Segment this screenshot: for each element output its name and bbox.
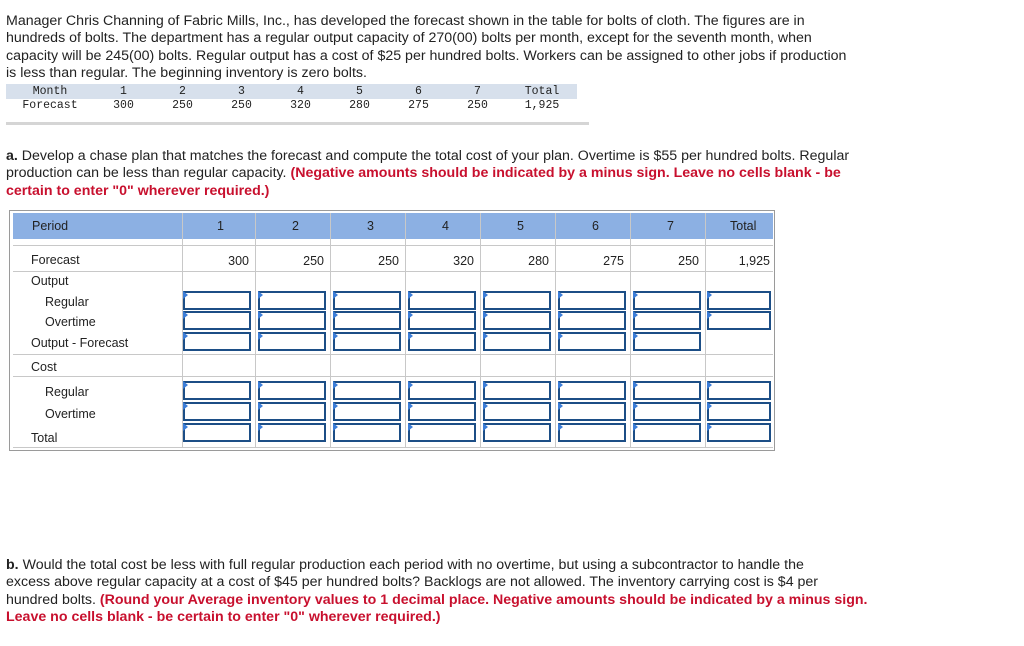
- regular-output-input[interactable]: [483, 291, 551, 310]
- month-cell: 7: [448, 84, 507, 99]
- regular-output-input[interactable]: [258, 291, 326, 310]
- total-cost-input[interactable]: [408, 423, 476, 442]
- overtime-output-input[interactable]: [258, 311, 326, 330]
- forecast-table-month-row: [6, 84, 577, 99]
- cell-marker-icon: [483, 402, 488, 410]
- forecast-table: [6, 84, 577, 113]
- section-divider: [6, 122, 589, 125]
- question-b-prefix: b.: [6, 557, 19, 573]
- forecast-total-value: 1,925: [738, 254, 770, 268]
- total-cost-input[interactable]: [333, 423, 401, 442]
- total-cost-input[interactable]: [183, 423, 251, 442]
- question-a-text: production can be less than regular capacity.: [6, 165, 287, 182]
- month-cell: 6: [389, 84, 448, 99]
- period-total-header: Total: [730, 219, 757, 233]
- period-number: 2: [292, 219, 299, 233]
- regular-output-input[interactable]: [558, 291, 626, 310]
- regular-cost-input[interactable]: [633, 381, 701, 400]
- cell-marker-icon: [558, 402, 563, 410]
- cell-marker-icon: [558, 311, 563, 319]
- intro-line: Manager Chris Channing of Fabric Mills, Inc., has developed the forecast shown in the table for bolts of cloth. The figures are in: [6, 13, 805, 29]
- month-cell: 1: [94, 84, 153, 99]
- output-minus-forecast-input[interactable]: [183, 332, 251, 351]
- intro-line: hundreds of bolts. The department has a regular output capacity of 270(00) bolts per month, except for the seventh month, when: [6, 30, 812, 47]
- intro-line: capacity will be 245(00) bolts. Regular output has a cost of $25 per hundred bolts. Workers can be assigned to other jobs if production: [6, 47, 847, 64]
- column-divider: [405, 213, 406, 447]
- question-a-prefix: a.: [6, 148, 18, 164]
- forecast-total-cell: 1,925: [524, 99, 560, 113]
- row-label-forecast: Forecast: [31, 253, 80, 267]
- forecast-cell: 250: [231, 99, 252, 113]
- cell-marker-icon: [633, 311, 638, 319]
- row-label-cost-regular: Regular: [45, 385, 89, 399]
- column-divider: [555, 213, 556, 447]
- forecast-cell: 300: [113, 99, 134, 113]
- month-cell: 5: [330, 84, 389, 99]
- overtime-cost-input[interactable]: [408, 402, 476, 421]
- row-label-output-minus-forecast: Output - Forecast: [31, 336, 129, 350]
- column-divider: [630, 213, 631, 447]
- cell-marker-icon: [408, 381, 413, 389]
- month-cell: 4: [271, 84, 330, 99]
- cell-marker-icon: [483, 423, 488, 431]
- regular-cost-input[interactable]: [258, 381, 326, 400]
- cell-marker-icon: [483, 291, 488, 299]
- question-b-text: hundred bolts.: [6, 591, 96, 608]
- cell-marker-icon: [483, 332, 488, 340]
- row-divider: [13, 354, 773, 355]
- cell-marker-icon: [408, 311, 413, 319]
- forecast-value: 275: [603, 254, 624, 268]
- overtime-cost-input[interactable]: [258, 402, 326, 421]
- question-b-text: excess above regular capacity at a cost of $45 per hundred bolts? Backlogs are not allowed. The inventory carrying cost is $4 per: [6, 574, 819, 591]
- month-cell: 2: [153, 84, 212, 99]
- cell-marker-icon: [483, 311, 488, 319]
- cell-marker-icon: [183, 291, 188, 299]
- cell-marker-icon: [558, 332, 563, 340]
- regular-cost-input[interactable]: [707, 381, 771, 400]
- intro-line: is less than regular. The beginning inventory is zero bolts.: [6, 65, 367, 82]
- question-b-note: Leave no cells blank - be certain to enter "0" wherever required.): [6, 609, 441, 626]
- overtime-output-input[interactable]: [558, 311, 626, 330]
- period-number: 1: [217, 219, 224, 233]
- problem-intro: [6, 13, 1018, 83]
- output-minus-forecast-input[interactable]: [558, 332, 626, 351]
- cell-marker-icon: [408, 291, 413, 299]
- regular-cost-input[interactable]: [183, 381, 251, 400]
- question-a-note: certain to enter "0" wherever required.): [6, 182, 270, 199]
- cell-marker-icon: [558, 423, 563, 431]
- cell-marker-icon: [333, 291, 338, 299]
- cell-marker-icon: [707, 291, 712, 299]
- output-minus-forecast-input[interactable]: [258, 332, 326, 351]
- cell-marker-icon: [633, 291, 638, 299]
- cell-marker-icon: [408, 402, 413, 410]
- overtime-output-input[interactable]: [183, 311, 251, 330]
- regular-cost-input[interactable]: [558, 381, 626, 400]
- regular-output-input[interactable]: [707, 291, 771, 310]
- total-cost-input[interactable]: [707, 423, 771, 442]
- period-number: 7: [667, 219, 674, 233]
- row-divider: [13, 447, 773, 448]
- row-label-output: Output: [31, 274, 69, 288]
- overtime-output-input[interactable]: [333, 311, 401, 330]
- period-number: 4: [442, 219, 449, 233]
- overtime-cost-input[interactable]: [333, 402, 401, 421]
- cell-marker-icon: [408, 423, 413, 431]
- forecast-cell: 280: [349, 99, 370, 113]
- period-header: Period: [32, 219, 69, 233]
- cell-marker-icon: [633, 423, 638, 431]
- row-label-regular: Regular: [45, 295, 89, 309]
- overtime-cost-input[interactable]: [483, 402, 551, 421]
- cell-marker-icon: [258, 423, 263, 431]
- column-divider: [480, 213, 481, 447]
- month-total-header: Total: [507, 84, 577, 99]
- forecast-value: 250: [303, 254, 324, 268]
- forecast-cell: 250: [467, 99, 488, 113]
- cell-marker-icon: [258, 311, 263, 319]
- forecast-cell: 250: [172, 99, 193, 113]
- overtime-cost-input[interactable]: [558, 402, 626, 421]
- question-a-text: Develop a chase plan that matches the forecast and compute the total cost of your plan. Overtime is $55 per hundred bolts. Regular: [21, 148, 850, 164]
- regular-output-input[interactable]: [633, 291, 701, 310]
- question-b: [6, 557, 1018, 627]
- overtime-output-input[interactable]: [483, 311, 551, 330]
- period-number: 3: [367, 219, 374, 233]
- forecast-value: 250: [378, 254, 399, 268]
- cell-marker-icon: [633, 332, 638, 340]
- forecast-value: 280: [528, 254, 549, 268]
- cell-marker-icon: [333, 381, 338, 389]
- cell-marker-icon: [183, 381, 188, 389]
- row-label-overtime: Overtime: [45, 315, 96, 329]
- period-header-row: [13, 213, 773, 239]
- question-b-text: Would the total cost be less with full regular production each period with no overtime, but using a subcontractor to handle the: [22, 557, 804, 573]
- cell-marker-icon: [633, 381, 638, 389]
- output-minus-forecast-input[interactable]: [408, 332, 476, 351]
- regular-output-input[interactable]: [333, 291, 401, 310]
- forecast-header: Forecast: [22, 99, 78, 113]
- question-a-note: (Negative amounts should be indicated by a minus sign. Leave no cells blank - be: [290, 165, 841, 182]
- overtime-output-input[interactable]: [408, 311, 476, 330]
- row-divider: [13, 245, 773, 246]
- cell-marker-icon: [258, 402, 263, 410]
- cell-marker-icon: [707, 402, 712, 410]
- forecast-value: 320: [453, 254, 474, 268]
- cell-marker-icon: [183, 423, 188, 431]
- forecast-value: 300: [228, 254, 249, 268]
- month-cell: 3: [212, 84, 271, 99]
- cell-marker-icon: [558, 291, 563, 299]
- forecast-cell: 275: [408, 99, 429, 113]
- cell-marker-icon: [707, 311, 712, 319]
- regular-output-input[interactable]: [408, 291, 476, 310]
- cell-marker-icon: [333, 423, 338, 431]
- total-cost-input[interactable]: [633, 423, 701, 442]
- cell-marker-icon: [483, 381, 488, 389]
- output-minus-forecast-input[interactable]: [633, 332, 701, 351]
- output-minus-forecast-input[interactable]: [483, 332, 551, 351]
- forecast-table-value-row: [6, 99, 577, 114]
- month-header: Month: [6, 84, 94, 99]
- regular-output-input[interactable]: [183, 291, 251, 310]
- cell-marker-icon: [558, 381, 563, 389]
- regular-cost-input[interactable]: [408, 381, 476, 400]
- cell-marker-icon: [333, 402, 338, 410]
- total-cost-input[interactable]: [483, 423, 551, 442]
- cell-marker-icon: [333, 332, 338, 340]
- overtime-cost-input[interactable]: [183, 402, 251, 421]
- cell-marker-icon: [408, 332, 413, 340]
- row-label-total: Total: [31, 431, 58, 445]
- cell-marker-icon: [258, 381, 263, 389]
- column-divider: [705, 213, 706, 447]
- cell-marker-icon: [258, 332, 263, 340]
- column-divider: [255, 213, 256, 447]
- cell-marker-icon: [183, 402, 188, 410]
- cell-marker-icon: [707, 423, 712, 431]
- cell-marker-icon: [258, 291, 263, 299]
- overtime-output-input[interactable]: [707, 311, 771, 330]
- overtime-output-input[interactable]: [633, 311, 701, 330]
- overtime-cost-input[interactable]: [707, 402, 771, 421]
- regular-cost-input[interactable]: [483, 381, 551, 400]
- cell-marker-icon: [183, 332, 188, 340]
- chase-plan-table: [9, 210, 775, 451]
- total-cost-input[interactable]: [258, 423, 326, 442]
- overtime-cost-input[interactable]: [633, 402, 701, 421]
- period-number: 5: [517, 219, 524, 233]
- row-divider: [13, 271, 773, 272]
- cell-marker-icon: [333, 311, 338, 319]
- cell-marker-icon: [183, 311, 188, 319]
- cell-marker-icon: [707, 381, 712, 389]
- forecast-value: 250: [678, 254, 699, 268]
- question-b-note: (Round your Average inventory values to 1 decimal place. Negative amounts should be indicated by a minus sign.: [99, 591, 868, 608]
- row-label-cost-overtime: Overtime: [45, 407, 96, 421]
- question-a: [6, 148, 1018, 200]
- forecast-cell: 320: [290, 99, 311, 113]
- regular-cost-input[interactable]: [333, 381, 401, 400]
- total-cost-input[interactable]: [558, 423, 626, 442]
- row-divider: [13, 376, 773, 377]
- period-number: 6: [592, 219, 599, 233]
- column-divider: [330, 213, 331, 447]
- row-label-cost: Cost: [31, 360, 57, 374]
- output-minus-forecast-input[interactable]: [333, 332, 401, 351]
- cell-marker-icon: [633, 402, 638, 410]
